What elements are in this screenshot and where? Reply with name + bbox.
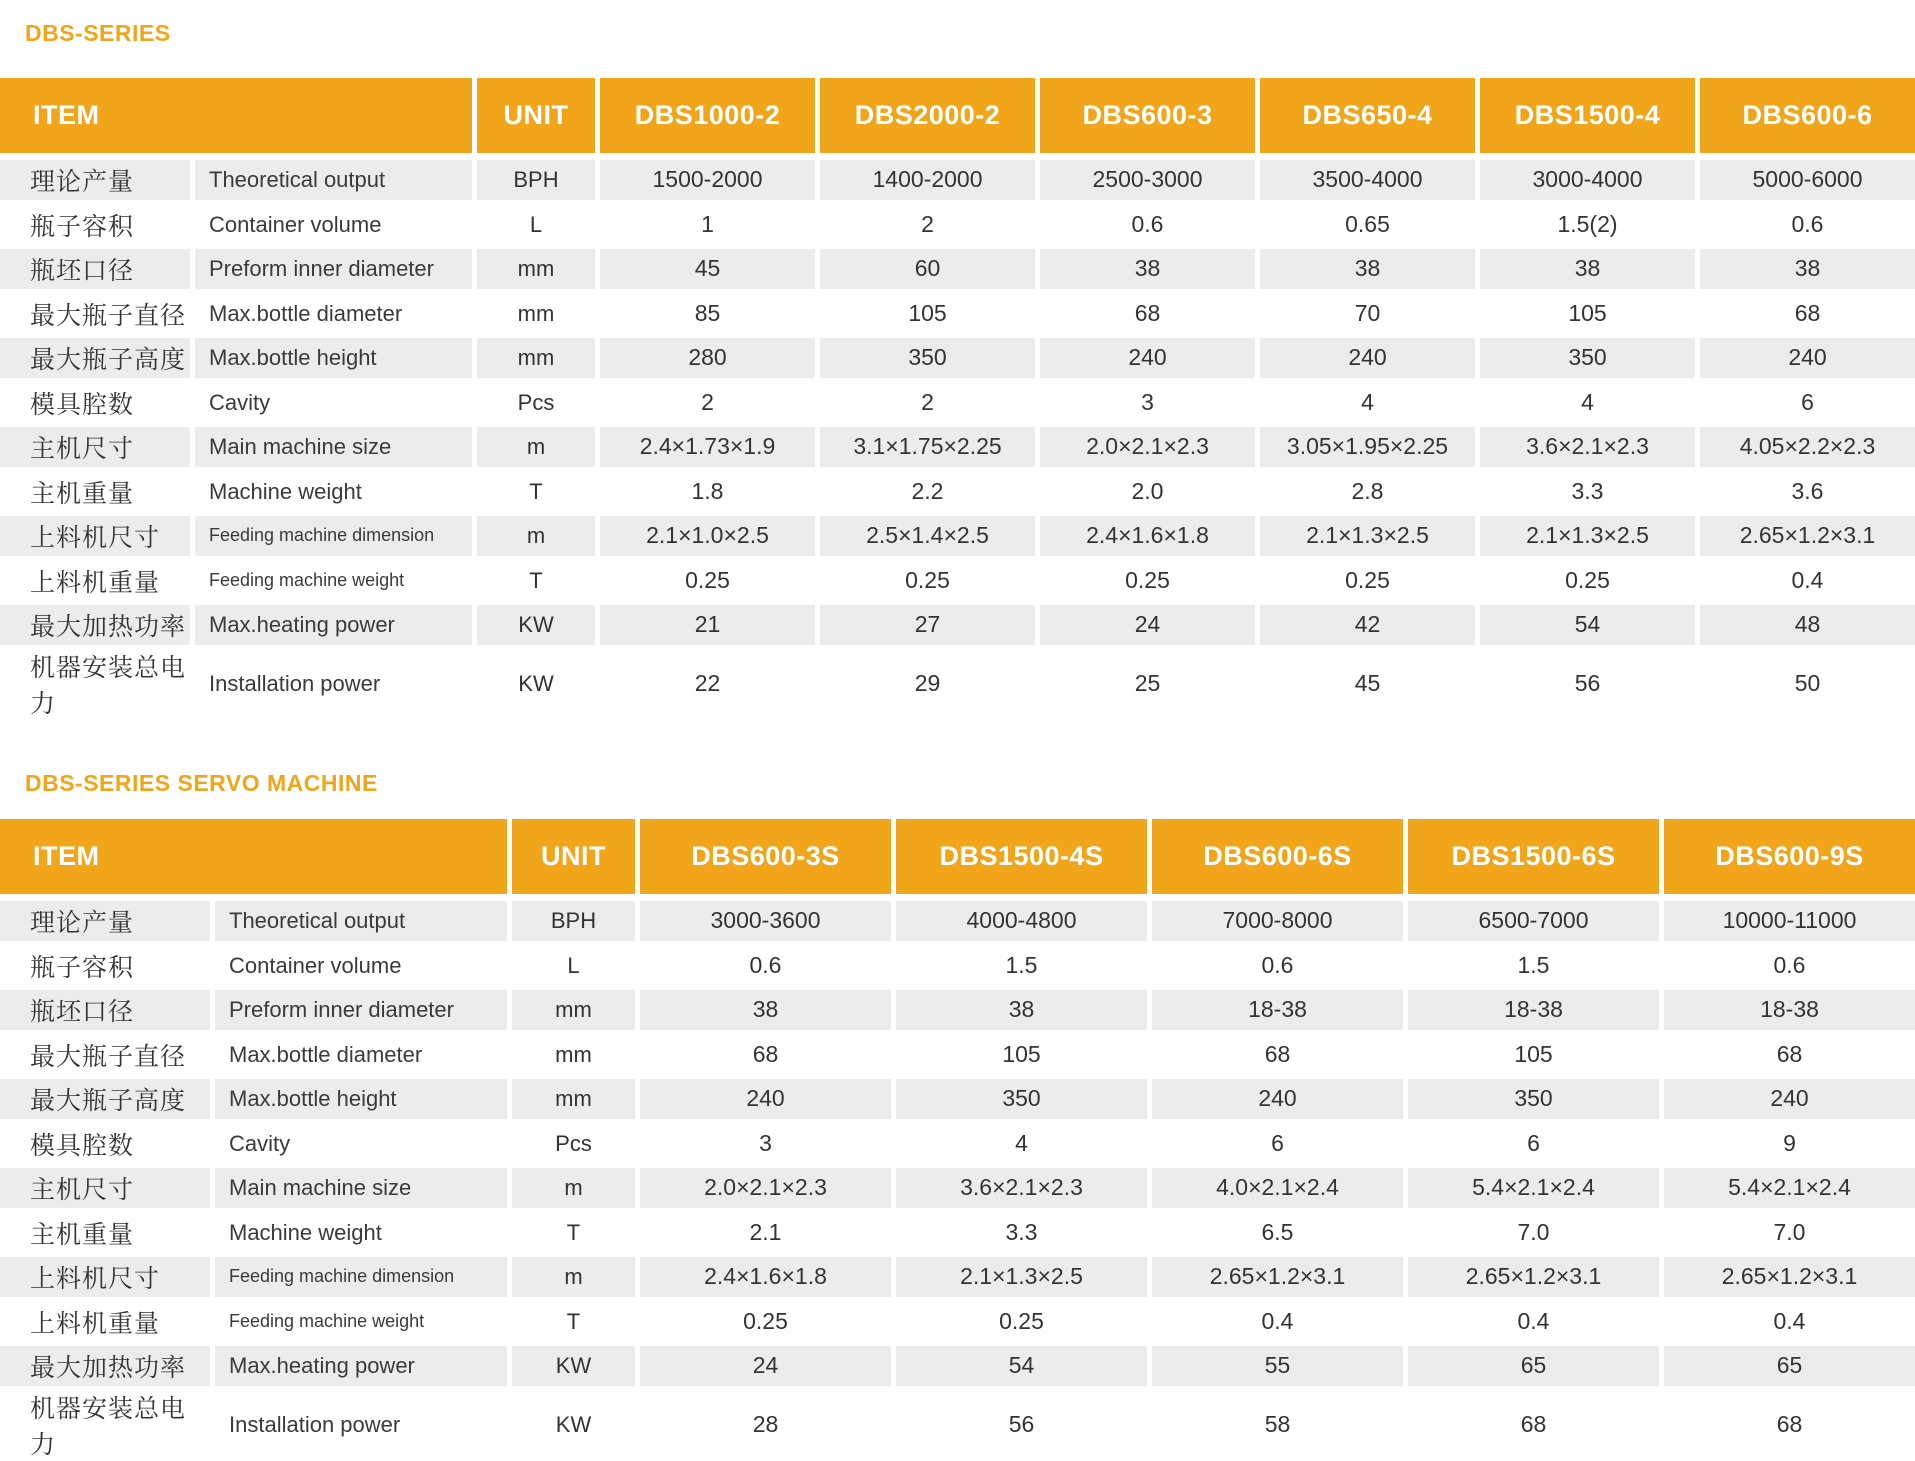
item-label-en: Machine weight bbox=[209, 478, 362, 504]
value-cell: 2 bbox=[701, 389, 714, 416]
value-cell: 0.4 bbox=[1791, 567, 1824, 594]
table-row bbox=[0, 1033, 1915, 1078]
unit-cell: Pcs bbox=[517, 389, 555, 415]
value-cell: 68 bbox=[1776, 1411, 1803, 1437]
item-label-cn: 最大加热功率 bbox=[0, 603, 190, 648]
value-cell: 28 bbox=[752, 1411, 779, 1437]
item-label-en: Max.bottle height bbox=[195, 336, 472, 381]
value-cell: 56 bbox=[1008, 1411, 1035, 1437]
value-cell: 7.0 bbox=[1517, 1219, 1550, 1246]
value-cell: 3.6×2.1×2.3 bbox=[1480, 425, 1695, 470]
unit-cell: Pcs bbox=[555, 1130, 592, 1156]
value-cell: 6.5 bbox=[1261, 1219, 1294, 1246]
value-cell: 240 bbox=[640, 1077, 891, 1122]
item-label-cn: 最大瓶子高度 bbox=[0, 336, 190, 381]
item-label-en: Installation power bbox=[209, 670, 381, 696]
item-label-cn: 最大瓶子直径 bbox=[30, 301, 187, 330]
value-cell: 68 bbox=[1520, 1411, 1547, 1437]
value-cell: 0.6 bbox=[1791, 211, 1824, 238]
value-cell: 58 bbox=[1264, 1411, 1291, 1437]
value-cell: 3.05×1.95×2.25 bbox=[1260, 425, 1475, 470]
value-cell: 70 bbox=[1354, 300, 1381, 327]
value-cell: 65 bbox=[1408, 1344, 1659, 1389]
item-label-cn: 模具腔数 bbox=[30, 390, 135, 419]
table-header-row bbox=[0, 78, 1915, 153]
value-cell: 2.1×1.3×2.5 bbox=[1480, 514, 1695, 559]
unit-cell: T bbox=[529, 567, 543, 593]
value-cell: 105 bbox=[1002, 1041, 1041, 1068]
value-cell: 2.1×1.3×2.5 bbox=[896, 1255, 1147, 1300]
item-label-en: Feeding machine weight bbox=[229, 1311, 425, 1332]
value-cell: 2 bbox=[921, 389, 934, 416]
unit-cell: KW bbox=[512, 1344, 635, 1389]
model-column-header: DBS600-6S bbox=[1152, 819, 1403, 894]
value-cell: 350 bbox=[820, 336, 1035, 381]
table-row bbox=[0, 203, 1915, 248]
value-cell: 4.05×2.2×2.3 bbox=[1700, 425, 1915, 470]
unit-cell: T bbox=[529, 478, 543, 504]
value-cell: 350 bbox=[896, 1077, 1147, 1122]
unit-cell: mm bbox=[555, 1041, 592, 1067]
model-column-header: DBS1000-2 bbox=[600, 78, 815, 153]
model-column-header: DBS600-3 bbox=[1040, 78, 1255, 153]
value-cell: 7.0 bbox=[1773, 1219, 1806, 1246]
value-cell: 24 bbox=[1040, 603, 1255, 648]
item-label-cn: 瓶子容积 bbox=[30, 212, 135, 241]
value-cell: 1.5(2) bbox=[1557, 211, 1618, 238]
item-label-en: Cavity bbox=[209, 389, 271, 415]
item-label-en: Main machine size bbox=[195, 425, 472, 470]
item-label-en: Feeding machine dimension bbox=[195, 514, 472, 559]
value-cell: 2.4×1.6×1.8 bbox=[640, 1255, 891, 1300]
value-cell: 2.4×1.6×1.8 bbox=[1040, 514, 1255, 559]
value-cell: 7000-8000 bbox=[1152, 899, 1403, 944]
value-cell: 68 bbox=[752, 1041, 779, 1068]
value-cell: 0.4 bbox=[1773, 1308, 1806, 1335]
item-column-header: ITEM bbox=[0, 819, 507, 894]
value-cell: 3 bbox=[1141, 389, 1154, 416]
unit-cell: m bbox=[477, 425, 595, 470]
value-cell: 0.25 bbox=[1565, 567, 1610, 594]
value-cell: 25 bbox=[1134, 670, 1161, 696]
value-cell: 54 bbox=[896, 1344, 1147, 1389]
model-column-header: DBS600-9S bbox=[1664, 819, 1915, 894]
value-cell: 6 bbox=[1527, 1130, 1540, 1157]
value-cell: 38 bbox=[1040, 247, 1255, 292]
item-label-en: Main machine size bbox=[215, 1166, 507, 1211]
value-cell: 1.5 bbox=[1005, 952, 1038, 979]
item-label-en: Max.heating power bbox=[215, 1344, 507, 1389]
table-row bbox=[0, 247, 1915, 292]
item-label-cn: 上料机重量 bbox=[30, 1309, 161, 1338]
table-row bbox=[0, 1077, 1915, 1122]
unit-cell: KW bbox=[555, 1411, 592, 1437]
table-row bbox=[0, 381, 1915, 426]
value-cell: 68 bbox=[1776, 1041, 1803, 1068]
item-label-cn: 主机尺寸 bbox=[0, 425, 190, 470]
value-cell: 0.25 bbox=[743, 1308, 788, 1335]
value-cell: 3000-3600 bbox=[640, 899, 891, 944]
value-cell: 18-38 bbox=[1152, 988, 1403, 1033]
item-label-cn: 理论产量 bbox=[0, 899, 210, 944]
value-cell: 3.3 bbox=[1571, 478, 1604, 505]
unit-cell: KW bbox=[477, 603, 595, 648]
value-cell: 3500-4000 bbox=[1260, 158, 1475, 203]
value-cell: 240 bbox=[1700, 336, 1915, 381]
value-cell: 5000-6000 bbox=[1700, 158, 1915, 203]
value-cell: 3.3 bbox=[1005, 1219, 1038, 1246]
unit-cell: T bbox=[566, 1308, 581, 1334]
table-row bbox=[0, 514, 1915, 559]
value-cell: 3 bbox=[759, 1130, 772, 1157]
value-cell: 56 bbox=[1574, 670, 1601, 696]
value-cell: 2.65×1.2×3.1 bbox=[1408, 1255, 1659, 1300]
unit-cell: L bbox=[567, 952, 580, 978]
item-label-cn: 模具腔数 bbox=[30, 1131, 135, 1160]
unit-cell: mm bbox=[517, 300, 555, 326]
value-cell: 4.0×2.1×2.4 bbox=[1152, 1166, 1403, 1211]
item-label-en: Preform inner diameter bbox=[215, 988, 507, 1033]
value-cell: 2.0×2.1×2.3 bbox=[1040, 425, 1255, 470]
item-label-cn: 主机重量 bbox=[30, 1220, 135, 1249]
table-row bbox=[0, 1389, 1915, 1459]
unit-cell: mm bbox=[477, 336, 595, 381]
item-label-en: Container volume bbox=[209, 211, 382, 237]
item-label-en: Max.heating power bbox=[195, 603, 472, 648]
item-label-cn: 主机尺寸 bbox=[0, 1166, 210, 1211]
value-cell: 21 bbox=[600, 603, 815, 648]
value-cell: 4 bbox=[1015, 1130, 1028, 1157]
table-row bbox=[0, 1166, 1915, 1211]
item-column-header: ITEM bbox=[0, 78, 472, 153]
table-row bbox=[0, 899, 1915, 944]
table-row bbox=[0, 470, 1915, 515]
unit-cell: T bbox=[566, 1219, 581, 1245]
table-row bbox=[0, 988, 1915, 1033]
value-cell: 45 bbox=[600, 247, 815, 292]
value-cell: 0.4 bbox=[1261, 1308, 1294, 1335]
item-label-en: Max.bottle height bbox=[215, 1077, 507, 1122]
item-label-cn: 上料机重量 bbox=[30, 568, 161, 597]
value-cell: 0.6 bbox=[749, 952, 782, 979]
unit-cell: m bbox=[512, 1166, 635, 1211]
item-label-cn: 瓶坯口径 bbox=[0, 988, 210, 1033]
value-cell: 240 bbox=[1152, 1077, 1403, 1122]
value-cell: 350 bbox=[1480, 336, 1695, 381]
item-label-en: Theoretical output bbox=[215, 899, 507, 944]
table-row bbox=[0, 648, 1915, 718]
section-title-dbs-series-servo: DBS-SERIES SERVO MACHINE bbox=[25, 770, 378, 796]
model-column-header: DBS1500-4S bbox=[896, 819, 1147, 894]
value-cell: 2.2 bbox=[911, 478, 944, 505]
item-label-cn: 主机重量 bbox=[30, 479, 135, 508]
value-cell: 18-38 bbox=[1664, 988, 1915, 1033]
value-cell: 0.65 bbox=[1345, 211, 1390, 238]
item-label-en: Theoretical output bbox=[195, 158, 472, 203]
value-cell: 0.25 bbox=[1125, 567, 1170, 594]
value-cell: 240 bbox=[1664, 1077, 1915, 1122]
value-cell: 2.5×1.4×2.5 bbox=[820, 514, 1035, 559]
value-cell: 0.25 bbox=[685, 567, 730, 594]
value-cell: 45 bbox=[1354, 670, 1381, 696]
value-cell: 0.6 bbox=[1261, 952, 1294, 979]
item-label-en: Max.bottle diameter bbox=[209, 300, 403, 326]
table-row bbox=[0, 603, 1915, 648]
item-label-cn: 瓶子容积 bbox=[30, 953, 135, 982]
value-cell: 68 bbox=[1264, 1041, 1291, 1068]
value-cell: 3.6×2.1×2.3 bbox=[896, 1166, 1147, 1211]
value-cell: 2.1 bbox=[749, 1219, 782, 1246]
value-cell: 2.0×2.1×2.3 bbox=[640, 1166, 891, 1211]
value-cell: 54 bbox=[1480, 603, 1695, 648]
value-cell: 68 bbox=[1134, 300, 1161, 327]
value-cell: 0.4 bbox=[1517, 1308, 1550, 1335]
value-cell: 22 bbox=[694, 670, 721, 696]
value-cell: 29 bbox=[914, 670, 941, 696]
value-cell: 10000-11000 bbox=[1664, 899, 1915, 944]
value-cell: 4000-4800 bbox=[896, 899, 1147, 944]
value-cell: 4 bbox=[1581, 389, 1594, 416]
value-cell: 0.6 bbox=[1773, 952, 1806, 979]
unit-cell: mm bbox=[512, 988, 635, 1033]
table-row bbox=[0, 158, 1915, 203]
table-row bbox=[0, 292, 1915, 337]
section-title-dbs-series: DBS-SERIES bbox=[25, 20, 171, 46]
value-cell: 5.4×2.1×2.4 bbox=[1664, 1166, 1915, 1211]
value-cell: 280 bbox=[600, 336, 815, 381]
model-column-header: DBS650-4 bbox=[1260, 78, 1475, 153]
unit-cell: mm bbox=[477, 247, 595, 292]
value-cell: 38 bbox=[1700, 247, 1915, 292]
value-cell: 6 bbox=[1271, 1130, 1284, 1157]
item-label-en: Max.bottle diameter bbox=[229, 1041, 423, 1067]
value-cell: 38 bbox=[896, 988, 1147, 1033]
value-cell: 0.25 bbox=[1345, 567, 1390, 594]
value-cell: 2.1×1.3×2.5 bbox=[1260, 514, 1475, 559]
item-label-cn: 最大瓶子高度 bbox=[0, 1077, 210, 1122]
unit-cell: m bbox=[512, 1255, 635, 1300]
value-cell: 105 bbox=[1568, 300, 1607, 327]
value-cell: 60 bbox=[820, 247, 1035, 292]
value-cell: 6500-7000 bbox=[1408, 899, 1659, 944]
table-row bbox=[0, 944, 1915, 989]
value-cell: 24 bbox=[640, 1344, 891, 1389]
item-label-en: Machine weight bbox=[229, 1219, 382, 1245]
model-column-header: DBS2000-2 bbox=[820, 78, 1035, 153]
table-row bbox=[0, 1344, 1915, 1389]
value-cell: 1500-2000 bbox=[600, 158, 815, 203]
value-cell: 105 bbox=[908, 300, 947, 327]
value-cell: 2.0 bbox=[1131, 478, 1164, 505]
unit-column-header: UNIT bbox=[477, 78, 595, 153]
item-label-en: Container volume bbox=[229, 952, 402, 978]
value-cell: 27 bbox=[820, 603, 1035, 648]
unit-cell: KW bbox=[518, 670, 554, 696]
value-cell: 18-38 bbox=[1408, 988, 1659, 1033]
item-label-en: Feeding machine dimension bbox=[215, 1255, 507, 1300]
value-cell: 2.1×1.0×2.5 bbox=[600, 514, 815, 559]
value-cell: 0.6 bbox=[1131, 211, 1164, 238]
dbs-series-spec-table bbox=[0, 78, 1915, 718]
unit-cell: m bbox=[477, 514, 595, 559]
value-cell: 240 bbox=[1040, 336, 1255, 381]
table-row bbox=[0, 1122, 1915, 1167]
value-cell: 2500-3000 bbox=[1040, 158, 1255, 203]
value-cell: 1 bbox=[701, 211, 714, 238]
item-label-en: Installation power bbox=[229, 1411, 401, 1437]
value-cell: 0.25 bbox=[999, 1308, 1044, 1335]
value-cell: 5.4×2.1×2.4 bbox=[1408, 1166, 1659, 1211]
table-row bbox=[0, 1211, 1915, 1256]
value-cell: 38 bbox=[1480, 247, 1695, 292]
unit-cell: BPH bbox=[512, 899, 635, 944]
item-label-cn: 机器安装总电力 bbox=[30, 1394, 187, 1459]
table-row bbox=[0, 1255, 1915, 1300]
unit-cell: BPH bbox=[477, 158, 595, 203]
table-header-row bbox=[0, 819, 1915, 894]
value-cell: 55 bbox=[1152, 1344, 1403, 1389]
value-cell: 1.8 bbox=[691, 478, 724, 505]
item-label-cn: 瓶坯口径 bbox=[0, 247, 190, 292]
value-cell: 42 bbox=[1260, 603, 1475, 648]
value-cell: 85 bbox=[694, 300, 721, 327]
value-cell: 2 bbox=[921, 211, 934, 238]
model-column-header: DBS600-3S bbox=[640, 819, 891, 894]
value-cell: 2.8 bbox=[1351, 478, 1384, 505]
value-cell: 4 bbox=[1361, 389, 1374, 416]
item-label-en: Cavity bbox=[229, 1130, 291, 1156]
value-cell: 50 bbox=[1794, 670, 1821, 696]
value-cell: 3.6 bbox=[1791, 478, 1824, 505]
dbs-series-servo-spec-table bbox=[0, 819, 1915, 1459]
table-row bbox=[0, 559, 1915, 604]
value-cell: 2.65×1.2×3.1 bbox=[1664, 1255, 1915, 1300]
value-cell: 38 bbox=[640, 988, 891, 1033]
value-cell: 9 bbox=[1783, 1130, 1796, 1157]
value-cell: 6 bbox=[1801, 389, 1814, 416]
unit-cell: L bbox=[529, 211, 543, 237]
value-cell: 105 bbox=[1514, 1041, 1553, 1068]
item-label-cn: 理论产量 bbox=[0, 158, 190, 203]
value-cell: 1400-2000 bbox=[820, 158, 1035, 203]
item-label-en: Preform inner diameter bbox=[195, 247, 472, 292]
table-row bbox=[0, 1300, 1915, 1345]
value-cell: 3.1×1.75×2.25 bbox=[820, 425, 1035, 470]
table-row bbox=[0, 336, 1915, 381]
value-cell: 2.65×1.2×3.1 bbox=[1152, 1255, 1403, 1300]
value-cell: 68 bbox=[1794, 300, 1821, 327]
item-label-en: Feeding machine weight bbox=[209, 570, 405, 591]
value-cell: 2.65×1.2×3.1 bbox=[1700, 514, 1915, 559]
table-row bbox=[0, 425, 1915, 470]
item-label-cn: 最大加热功率 bbox=[0, 1344, 210, 1389]
value-cell: 2.4×1.73×1.9 bbox=[600, 425, 815, 470]
item-label-cn: 最大瓶子直径 bbox=[30, 1042, 187, 1071]
value-cell: 3000-4000 bbox=[1480, 158, 1695, 203]
item-label-cn: 上料机尺寸 bbox=[0, 514, 190, 559]
model-column-header: DBS1500-6S bbox=[1408, 819, 1659, 894]
value-cell: 48 bbox=[1700, 603, 1915, 648]
value-cell: 1.5 bbox=[1517, 952, 1550, 979]
unit-cell: mm bbox=[512, 1077, 635, 1122]
value-cell: 350 bbox=[1408, 1077, 1659, 1122]
value-cell: 38 bbox=[1260, 247, 1475, 292]
value-cell: 0.25 bbox=[905, 567, 950, 594]
model-column-header: DBS600-6 bbox=[1700, 78, 1915, 153]
unit-column-header: UNIT bbox=[512, 819, 635, 894]
value-cell: 65 bbox=[1664, 1344, 1915, 1389]
item-label-cn: 机器安装总电力 bbox=[30, 653, 187, 718]
item-label-cn: 上料机尺寸 bbox=[0, 1255, 210, 1300]
value-cell: 240 bbox=[1260, 336, 1475, 381]
model-column-header: DBS1500-4 bbox=[1480, 78, 1695, 153]
